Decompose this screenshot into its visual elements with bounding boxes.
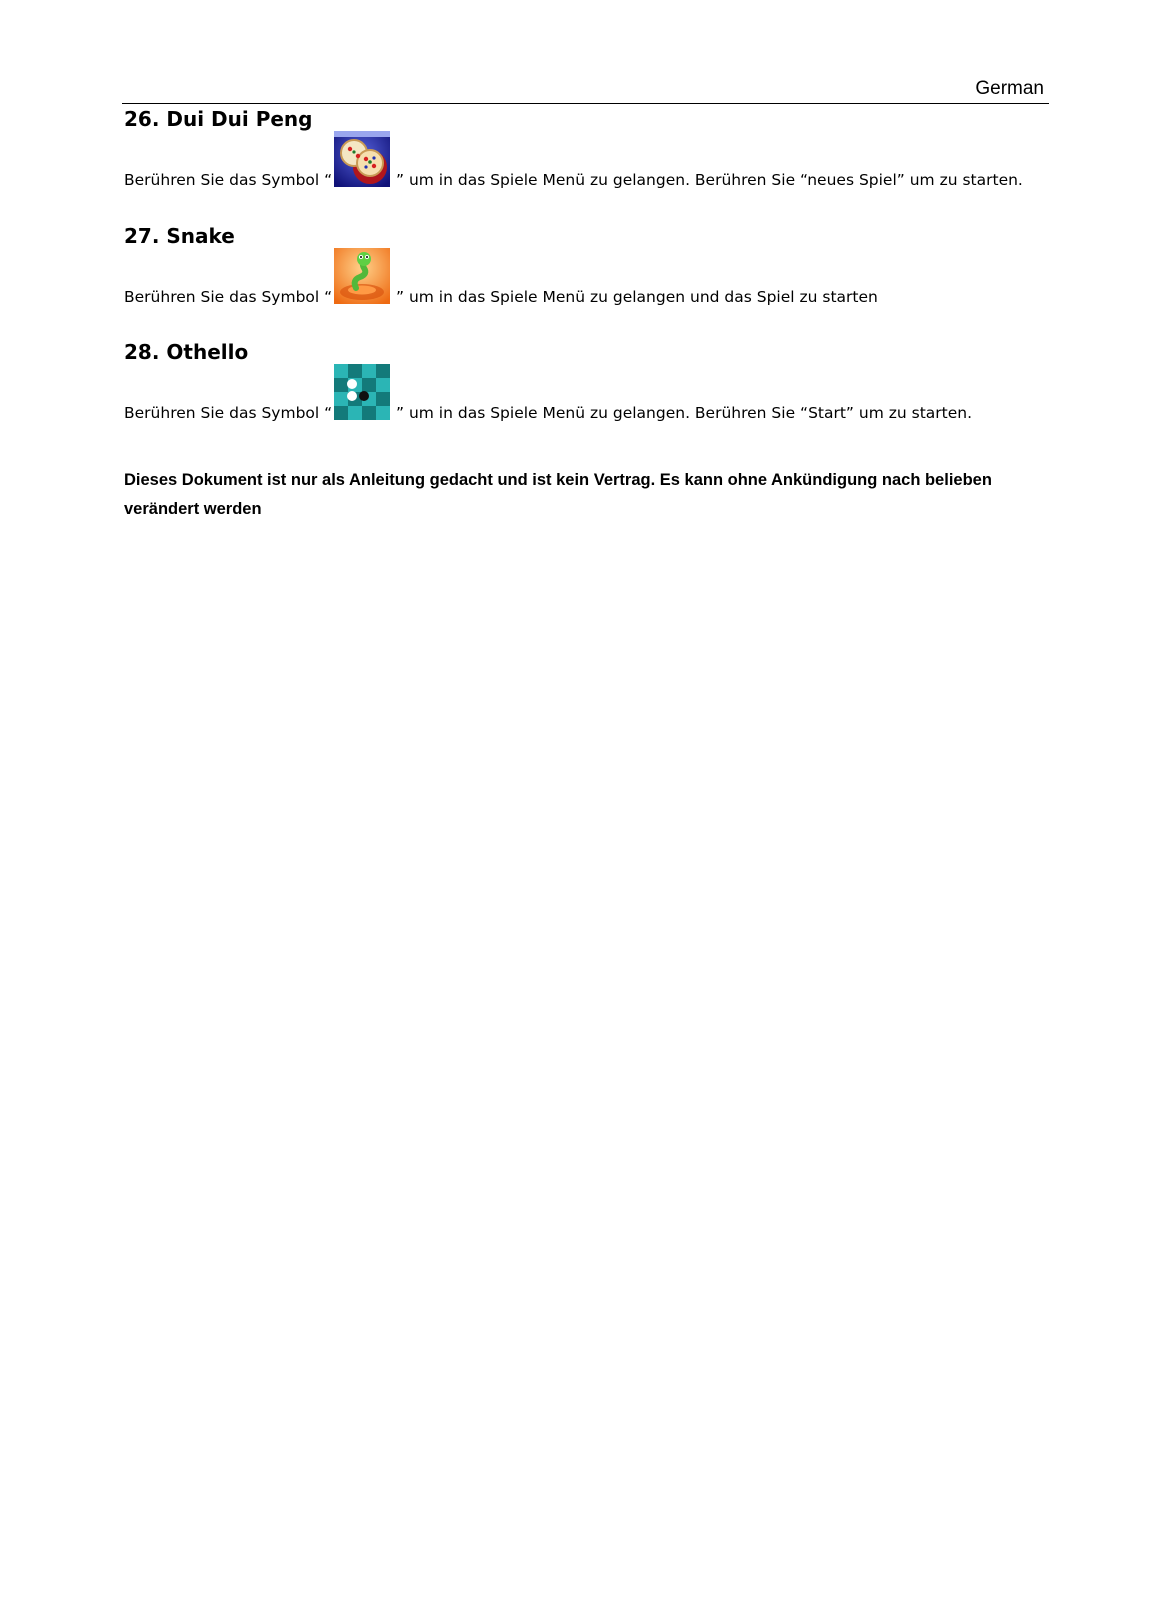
- instruction-text-after: ” um in das Spiele Menü zu gelangen und das Spiel zu starten: [396, 288, 878, 306]
- section-othello: [124, 340, 1044, 422]
- disclaimer-note: Dieses Dokument ist nur als Anleitung gedacht und ist kein Vertrag. Es kann ohne Ankündigung nach belieben verändert werden: [124, 471, 992, 518]
- section-title: 27. Snake: [124, 224, 235, 248]
- dui-dui-peng-game-icon: [334, 131, 390, 187]
- instruction-text-before: Berühren Sie das Symbol “: [124, 171, 333, 189]
- instruction-line: [124, 248, 1044, 306]
- instruction-text-before: Berühren Sie das Symbol “: [124, 404, 333, 422]
- header-language: German: [975, 78, 1044, 99]
- instruction-text-after: ” um in das Spiele Menü zu gelangen. Berühren Sie “Start” um zu starten.: [396, 404, 973, 422]
- section-title: 26. Dui Dui Peng: [124, 107, 313, 131]
- instruction-text-before: Berühren Sie das Symbol “: [124, 288, 333, 306]
- instruction-text-after: ” um in das Spiele Menü zu gelangen. Berühren Sie “neues Spiel” um zu starten.: [396, 171, 1023, 189]
- section-dui-dui-peng: [124, 107, 1044, 189]
- othello-game-icon: [334, 364, 390, 420]
- instruction-line: [124, 131, 1044, 189]
- snake-game-icon: [334, 248, 390, 304]
- instruction-line: [124, 364, 1044, 422]
- section-title: 28. Othello: [124, 340, 249, 364]
- header-divider: [122, 103, 1049, 104]
- section-snake: [124, 224, 1044, 306]
